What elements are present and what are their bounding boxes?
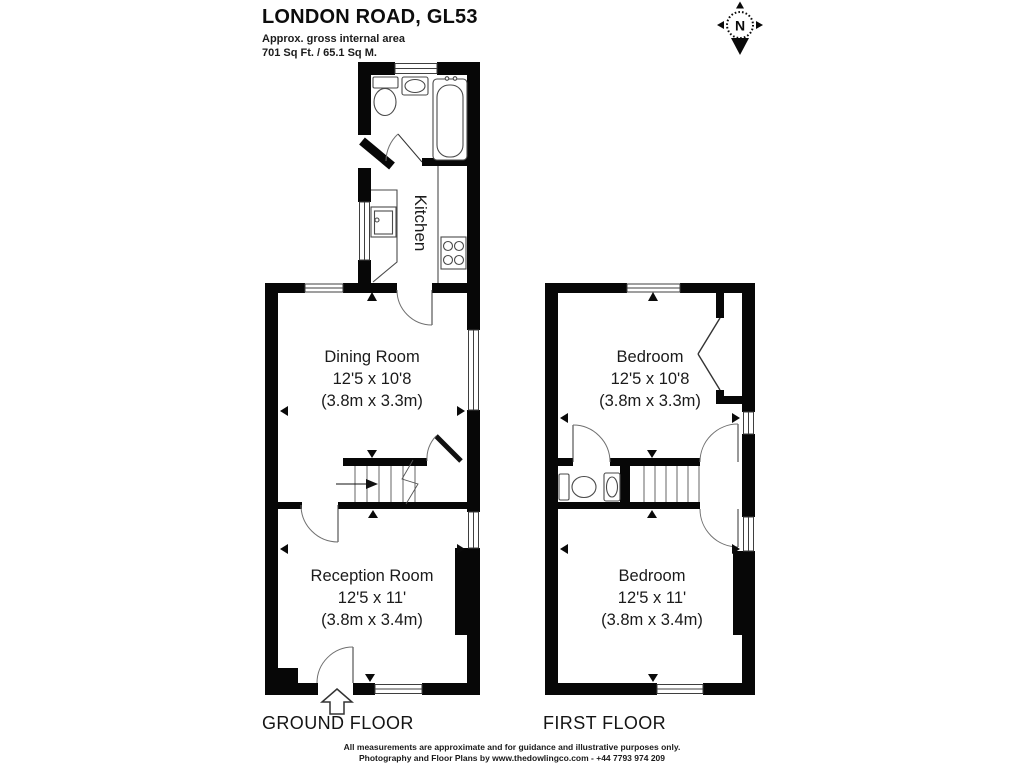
kitchen-dining-door: [397, 290, 432, 325]
window: [469, 330, 479, 410]
area-value: 701 Sq Ft. / 65.1 Sq M.: [262, 47, 377, 59]
room-size-imperial: 12'5 x 11': [617, 589, 687, 607]
dining-room-label: [321, 346, 423, 412]
subtitle: Approx. gross internal area: [262, 33, 406, 45]
footer: [0, 742, 1024, 764]
reception-room-label: [311, 565, 434, 631]
closet-bifold-doors: [698, 318, 720, 390]
room-size-imperial: 12'5 x 11': [337, 589, 407, 607]
window: [305, 284, 343, 292]
window: [375, 685, 422, 694]
chimney-breast: [733, 551, 755, 635]
plan-header: [262, 6, 478, 60]
room-name: Bedroom: [616, 348, 684, 366]
compass-north-label: N: [734, 17, 746, 34]
ground-floor-stairs: [336, 460, 418, 504]
ground-floor-caption: GROUND FLOOR: [262, 713, 414, 733]
window: [360, 202, 370, 260]
window: [395, 64, 437, 74]
bathtub-icon: [433, 77, 467, 160]
page-title: LONDON ROAD, GL53: [262, 6, 478, 28]
compass-north-arrow: [731, 38, 749, 55]
room-name: Bedroom: [618, 567, 686, 585]
first-floor-caption: FIRST FLOOR: [543, 713, 667, 733]
first-floor-plan: [545, 283, 755, 695]
window: [469, 512, 479, 548]
toilet-icon: [559, 474, 596, 500]
window: [744, 517, 754, 551]
entrance-arrow-icon: [322, 689, 352, 714]
disclaimer-text: All measurements are approximate and for guidance and illustrative purposes only.: [343, 742, 681, 752]
bedroom-front-label: [601, 565, 703, 631]
bedroom-rear-label: [599, 346, 701, 412]
room-size-imperial: 12'5 x 10'8: [610, 370, 690, 388]
room-name: Dining Room: [324, 348, 420, 366]
basin-icon: [402, 77, 428, 95]
compass-tick-left: [717, 21, 724, 29]
reception-door: [301, 505, 338, 542]
stair-break-line: [402, 460, 418, 504]
room-size-metric: (3.8m x 3.3m): [321, 392, 423, 410]
basin-icon: [604, 473, 620, 501]
chimney-breast: [455, 548, 480, 635]
window: [627, 284, 680, 292]
window: [657, 685, 703, 694]
room-size-metric: (3.8m x 3.3m): [599, 392, 701, 410]
kitchen-sink-icon: [371, 207, 396, 237]
first-floor-stairs: [644, 466, 699, 502]
bedroom-front-door: [700, 509, 738, 547]
kitchen-label: Kitchen: [411, 194, 430, 252]
credit-text: Photography and Floor Plans by www.thedowlingco.com - +44 7793 974 209: [359, 753, 665, 763]
room-size-metric: (3.8m x 3.4m): [601, 611, 703, 629]
wc-door: [573, 425, 610, 462]
toilet-icon: [373, 77, 398, 116]
hob-icon: [441, 237, 466, 269]
bathroom-door: [386, 134, 422, 162]
compass-icon: [717, 2, 763, 56]
dining-lobby-door: [427, 436, 461, 461]
bedroom-rear-door: [700, 424, 738, 462]
front-door: [317, 647, 353, 683]
compass-tick-up: [736, 2, 744, 9]
stair-direction-arrow: [336, 479, 378, 489]
window: [744, 412, 754, 434]
room-name: Reception Room: [310, 567, 434, 585]
angled-wall: [362, 141, 392, 166]
compass-tick-right: [756, 21, 763, 29]
room-size-metric: (3.8m x 3.4m): [321, 611, 423, 629]
room-size-imperial: 12'5 x 10'8: [332, 370, 412, 388]
